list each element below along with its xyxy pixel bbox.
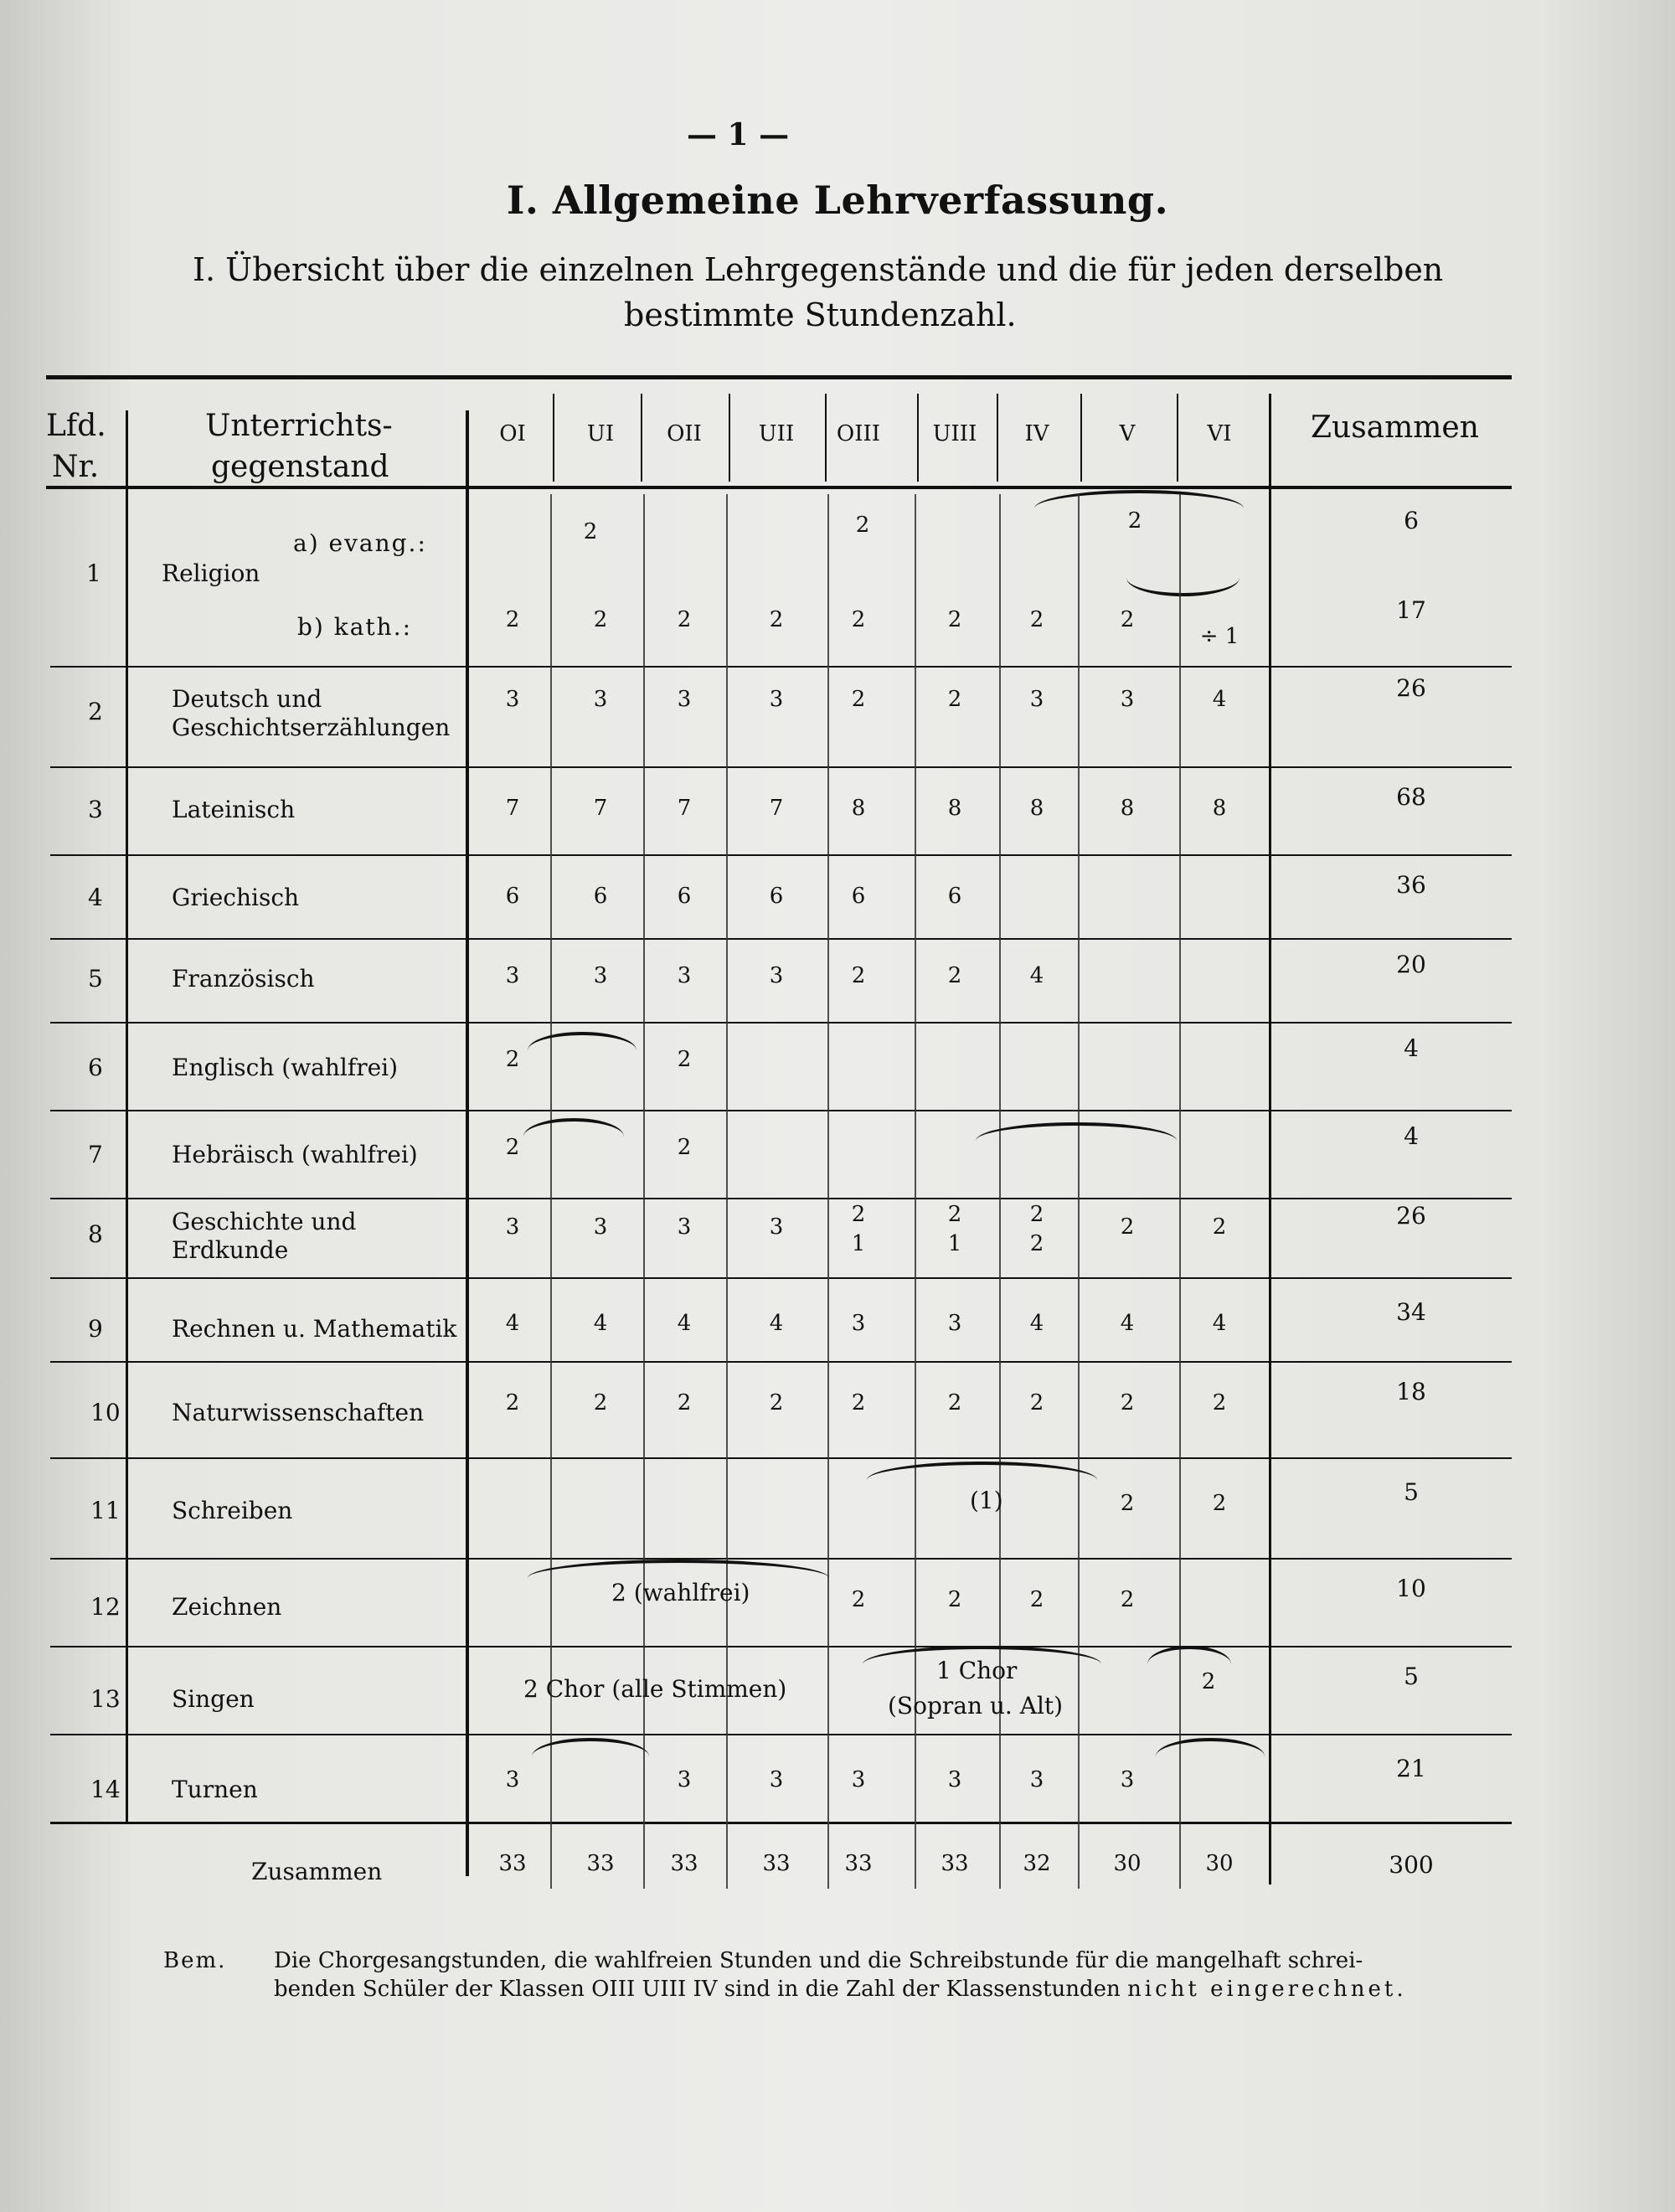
cell-value: 2 [947,687,962,712]
cell-value: 33 [844,1851,873,1876]
cell-value: 4 [769,1311,784,1336]
subject-religion: Religion [162,559,260,587]
header-nr: Nr. [52,450,100,484]
cell-value: 8 [1120,796,1135,821]
header-class-divider [997,394,998,482]
cell-value: 3 [947,1311,962,1336]
header-class-uiii: UIII [932,421,977,446]
cell-value: 6 [677,884,692,909]
cell-zeichnen-span: 2 (wahlfrei) [611,1579,750,1606]
header-class-oiii: OIII [836,421,881,446]
cell-value: 2 [677,1135,692,1160]
header-class-vi: VI [1207,421,1232,446]
row-number: 11 [90,1497,121,1524]
cell-value: 7 [677,796,692,821]
row-total: 26 [1396,1202,1426,1230]
cell-value: 2 [851,1390,866,1415]
cell-value: 4 [1212,1311,1227,1336]
subject-label: Griechisch [172,884,300,911]
row-total: 68 [1396,783,1426,811]
cell-value: 6 [851,884,866,909]
cell-value: 2 [1212,1491,1227,1516]
cell-value: 4 [593,1311,608,1336]
column-rule-nr [126,410,128,1822]
cell-religion-kath-oii: 2 [677,607,692,632]
cell-value: 2 [947,1202,962,1227]
cell-value: 32 [1023,1851,1051,1876]
header-lfd: Lfd. [46,409,106,443]
row-total: 20 [1396,951,1426,978]
brace [1156,1738,1265,1756]
subject-label: Zusammen [251,1858,383,1885]
subject-label: Zeichnen [172,1593,282,1621]
cell-value: 6 [947,884,962,909]
header-class-divider [641,394,642,482]
brace [867,1462,1097,1480]
subject-label: Singen [172,1685,255,1713]
table-caption-line2: bestimmte Stundenzahl. [624,296,1017,333]
cell-value: 3 [677,1767,692,1792]
row-number: 9 [88,1315,103,1343]
row-rule [50,666,1512,668]
row-number: 12 [90,1593,121,1621]
page-number: — 1 — [687,117,790,152]
subject-label-line2: Erdkunde [172,1236,289,1264]
subject-label: Turnen [172,1776,258,1803]
row-total: 5 [1404,1478,1419,1506]
cell-value: 3 [769,1767,784,1792]
brace [976,1122,1177,1141]
cell-religion-kath-uii: 2 [769,607,784,632]
row-rule [50,1022,1512,1024]
header-class-oi: OI [499,421,526,446]
cell-value: 2 [851,1587,866,1612]
subject-label: Französisch [172,965,315,993]
cell-value: 33 [670,1851,698,1876]
cell-value: 8 [1212,796,1227,821]
cell-singen-span-sopran: (Sopran u. Alt) [888,1692,1064,1720]
cell-religion-evang-v: 2 [1127,508,1142,534]
table-bottom-rule [50,1822,1512,1824]
header-class-divider [553,394,554,482]
cell-value: 2 [1120,1390,1135,1415]
row-total: 4 [1404,1122,1419,1150]
header-total: Zusammen [1311,410,1479,445]
cell-value: 2 [1029,1202,1044,1227]
header-class-divider [729,394,730,482]
cell-value: 30 [1113,1851,1142,1876]
cell-value: 2 [505,1047,520,1072]
cell-value: 2 [947,1587,962,1612]
cell-value: 7 [769,796,784,821]
header-class-divider [917,394,919,482]
header-class-oii: OII [667,421,702,446]
cell-value: 3 [593,963,608,988]
header-class-divider [1080,394,1082,482]
column-divider [915,494,916,1889]
cell-value: 7 [505,796,520,821]
row-total: 36 [1396,871,1426,899]
cell-value: 30 [1205,1851,1234,1876]
header-class-iv: IV [1024,421,1049,446]
cell-value: 3 [769,1214,784,1240]
row-number: 5 [88,965,103,993]
cell-value: 6 [593,884,608,909]
subject-label: Rechnen u. Mathematik [172,1315,457,1343]
cell-value: 4 [1029,963,1044,988]
cell-religion-kath-iv: 2 [1029,607,1044,632]
cell-value-sub: 2 [1029,1231,1044,1256]
cell-value: 3 [677,1214,692,1240]
row-total: 18 [1396,1378,1426,1405]
cell-religion-evang-oiii: 2 [855,513,870,538]
subject-label: Naturwissenschaften [172,1399,425,1426]
header-class-divider [825,394,827,482]
cell-religion-evang-ui: 2 [583,519,598,544]
total-religion-kath: 17 [1396,596,1426,624]
cell-value: 7 [593,796,608,821]
column-divider [827,494,829,1889]
cell-value: 6 [505,884,520,909]
cell-value: 3 [505,687,520,712]
subject-religion-evang: a) evang.: [293,529,427,557]
subject-religion-kath: b) kath.: [297,613,413,641]
cell-religion-kath-v: 2 [1120,607,1135,632]
cell-religion-kath-ui: 2 [593,607,608,632]
cell-religion-kath-uiii: 2 [947,607,962,632]
table-top-rule [46,375,1512,379]
cell-value: 8 [851,796,866,821]
page-title: I. Allgemeine Lehrverfassung. [506,178,1169,223]
subject-label: Geschichte und [172,1208,357,1235]
brace [528,1032,636,1050]
cell-value: 33 [498,1851,527,1876]
row-total: 34 [1396,1298,1426,1326]
cell-value: 3 [769,687,784,712]
cell-singen-v: 2 [1201,1669,1216,1694]
cell-singen-span-all: 2 Chor (alle Stimmen) [523,1675,787,1703]
row-rule [50,1198,1512,1199]
cell-value: 2 [1120,1491,1135,1516]
row-rule [50,854,1512,856]
cell-value: 2 [1120,1587,1135,1612]
row-total: 300 [1389,1851,1434,1879]
header-class-ui: UI [586,421,615,446]
cell-value: 33 [941,1851,969,1876]
cell-value: 2 [851,687,866,712]
note-line1: Die Chorgesangstunden, die wahlfreien Stunden und die Schreibstunde für die mangelhaft schrei- [274,1948,1363,1973]
cell-value: 2 [1029,1390,1044,1415]
row-total: 21 [1396,1755,1426,1782]
row-number: 8 [88,1220,103,1248]
row-total: 10 [1396,1575,1426,1602]
row-rule [50,1457,1512,1459]
row-total: 4 [1404,1034,1419,1062]
cell-value: 3 [851,1311,866,1336]
cell-value: 3 [1120,687,1135,712]
cell-value: 3 [851,1767,866,1792]
total-religion-evang: 6 [1404,507,1419,534]
cell-value: 4 [1120,1311,1135,1336]
cell-value: 3 [1029,687,1044,712]
header-class-v: V [1119,421,1136,446]
column-rule-subject [466,410,469,1876]
cell-value: 2 [1120,1214,1135,1240]
header-subject-1: Unterrichts- [205,409,393,443]
brace [1147,1646,1231,1664]
cell-value: 3 [593,687,608,712]
cell-value: 2 [851,963,866,988]
cell-value: 3 [505,963,520,988]
cell-value: 3 [1029,1767,1044,1792]
row-rule [50,1646,1512,1647]
header-class-uii: UII [758,421,795,446]
row-number: 3 [88,796,103,823]
cell-value: 8 [1029,796,1044,821]
cell-value: 2 [505,1390,520,1415]
cell-value: 3 [947,1767,962,1792]
cell-value: 33 [762,1851,791,1876]
row-number: 6 [88,1054,103,1081]
cell-value: 4 [505,1311,520,1336]
brace [528,1560,829,1578]
cell-value: 4 [677,1311,692,1336]
cell-value: 2 [947,1390,962,1415]
cell-value: 2 [593,1390,608,1415]
row-total: 26 [1396,674,1426,702]
cell-value: 2 [851,1202,866,1227]
cell-value: 4 [1029,1311,1044,1336]
subject-label: Schreiben [172,1497,293,1524]
cell-value: 2 [1212,1214,1227,1240]
note-line2: benden Schüler der Klassen OIII UIII IV sind in die Zahl der Klassenstunden nicht eingerechnet. [274,1977,1407,2002]
row-number: 14 [90,1776,121,1803]
subject-label: Hebräisch (wahlfrei) [172,1141,418,1168]
column-rule-total [1269,394,1271,1885]
row-rule [50,1110,1512,1111]
cell-value: 3 [1120,1767,1135,1792]
cell-value: 4 [1212,687,1227,712]
header-class-divider [1177,394,1178,482]
subject-label-line2: Geschichtserzählungen [172,714,451,741]
cell-value: 2 [769,1390,784,1415]
cell-value: 3 [769,963,784,988]
cell-value: 8 [947,796,962,821]
cell-value: 2 [1029,1587,1044,1612]
row-number: 13 [90,1685,121,1713]
cell-value-sub: 1 [947,1231,962,1256]
row-rule [50,1361,1512,1363]
row-number: 1 [86,559,101,587]
cell-value: 3 [677,963,692,988]
row-rule [50,1558,1512,1560]
row-number: 10 [90,1399,121,1426]
brace [532,1738,649,1756]
row-rule [50,1734,1512,1735]
cell-value: 3 [677,687,692,712]
row-rule [50,938,1512,940]
cell-value: 6 [769,884,784,909]
cell-value-sub: 1 [851,1231,866,1256]
cell-value: 2 [505,1135,520,1160]
row-number: 2 [88,698,103,725]
cell-schreiben-span: (1) [970,1487,1003,1514]
cell-religion-kath-vi: ÷ 1 [1199,624,1240,649]
cell-value: 2 [1212,1390,1227,1415]
subject-label: Lateinisch [172,796,296,823]
cell-value: 3 [505,1767,520,1792]
table-caption-line1: I. Übersicht über die einzelnen Lehrgegenstände und die für jeden derselben [193,251,1444,288]
subject-label: Englisch (wahlfrei) [172,1054,399,1081]
brace [523,1118,624,1137]
row-rule [50,1277,1512,1279]
subject-label: Deutsch und [172,685,322,713]
row-total: 5 [1404,1663,1419,1690]
cell-religion-kath-oi: 2 [505,607,520,632]
brace [1034,490,1244,508]
row-number: 4 [88,884,103,911]
cell-value: 33 [586,1851,615,1876]
brace [1126,578,1240,596]
cell-value: 2 [947,963,962,988]
cell-value: 3 [593,1214,608,1240]
cell-religion-kath-oiii: 2 [851,607,866,632]
column-divider [1078,494,1080,1889]
header-bottom-rule [46,486,1512,489]
cell-singen-span-chor: 1 Chor [936,1657,1018,1684]
header-subject-2: gegenstand [211,450,389,484]
note-label: Bem. [163,1948,227,1973]
row-number: 7 [88,1141,103,1168]
row-rule [50,766,1512,768]
cell-value: 3 [505,1214,520,1240]
cell-value: 2 [677,1390,692,1415]
cell-value: 2 [677,1047,692,1072]
